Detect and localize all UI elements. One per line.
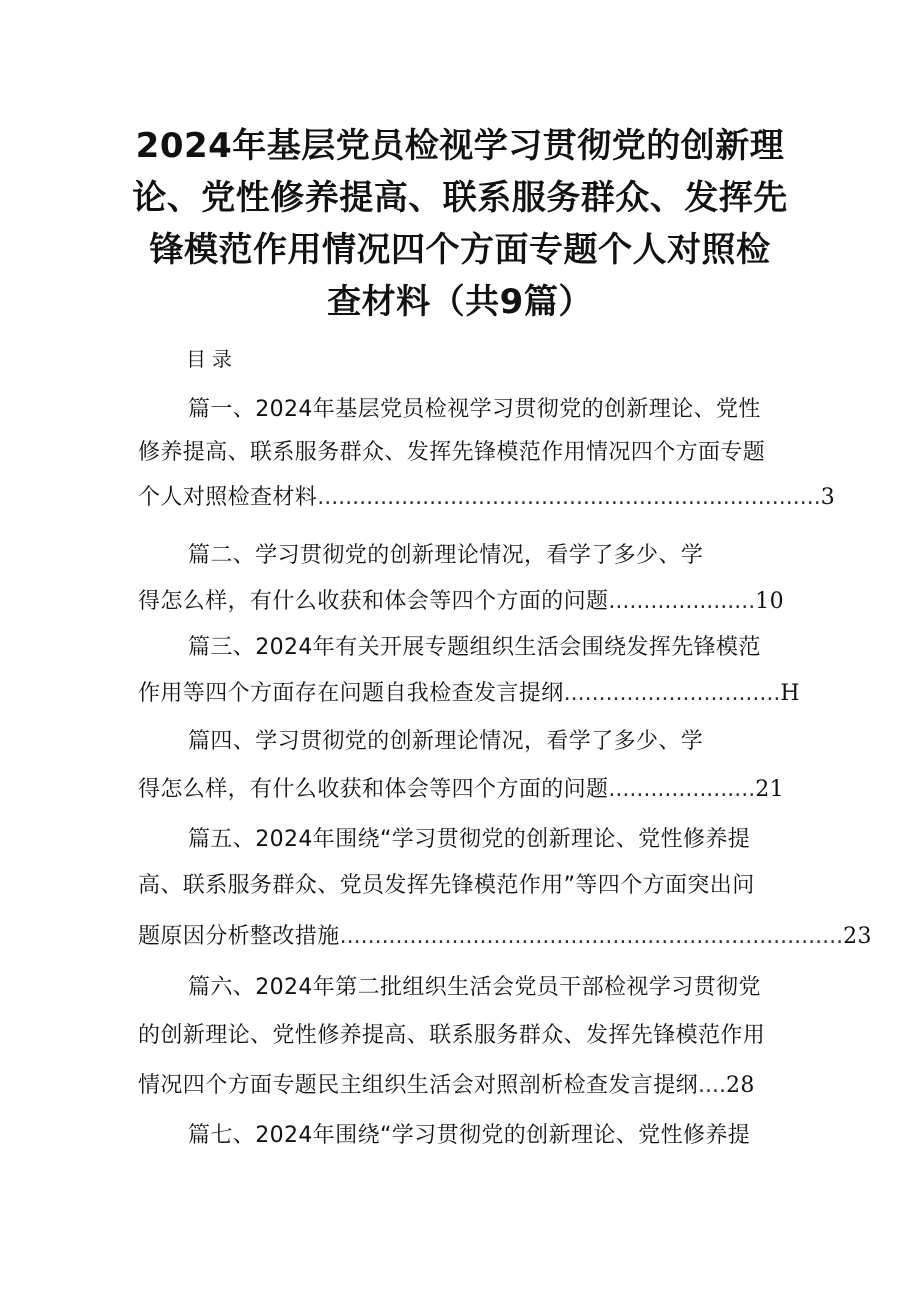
dot-leader: ..................... bbox=[608, 589, 756, 614]
toc-entry-line: 得怎么样，有什么收获和体会等四个方面的问题 bbox=[138, 589, 609, 614]
toc-entry-last-line bbox=[138, 480, 835, 516]
toc-entry-line: 修养提高、联系服务群众、发挥先锋模范作用情况四个方面专题 bbox=[138, 440, 766, 465]
title-line: 锋模范作用情况四个方面专题个人对照检 bbox=[149, 230, 771, 270]
toc-entry-line: 个人对照检查材料 bbox=[138, 485, 318, 510]
toc-entry-line: 篇六、2024年第二批组织生活会党员干部检视学习贯彻党 bbox=[188, 975, 761, 1000]
page-number: 10 bbox=[755, 589, 785, 614]
document-title bbox=[120, 120, 800, 328]
title-line: 2024年基层党员检视学习贯彻党的创新理 bbox=[135, 126, 785, 166]
title-line: 查材料（共9篇） bbox=[327, 282, 593, 322]
toc-entry-line: 篇五、2024年围绕“学习贯彻党的创新理论、党性修养提 bbox=[188, 827, 751, 852]
toc-entry-last-line bbox=[138, 919, 872, 955]
toc-entry-last-line bbox=[138, 676, 800, 712]
dot-leader: .... bbox=[698, 1073, 726, 1098]
toc-entry-line: 的创新理论、党性修养提高、联系服务群众、发挥先锋模范作用 bbox=[138, 1023, 766, 1048]
toc-entry-line: 得怎么样，有什么收获和体会等四个方面的问题 bbox=[138, 777, 609, 802]
toc-entry-last-line bbox=[138, 772, 784, 808]
page-number: 23 bbox=[843, 924, 872, 949]
toc-entry-line: 题原因分析整改措施 bbox=[138, 924, 340, 949]
dot-leader: ............................... bbox=[563, 681, 781, 706]
page-number: 21 bbox=[755, 777, 785, 802]
toc-entry-line: 篇七、2024年围绕“学习贯彻党的创新理论、党性修养提 bbox=[188, 1123, 751, 1148]
toc-entry-line: 情况四个方面专题民主组织生活会对照剖析检查发言提纲 bbox=[138, 1073, 699, 1098]
toc-entry-line: 篇二、学习贯彻党的创新理论情况，看学了多少、学 bbox=[188, 543, 704, 568]
toc-entry-last-line bbox=[138, 584, 784, 620]
dot-leader: ........................................................................ bbox=[317, 485, 821, 510]
page-number: 28 bbox=[726, 1073, 755, 1098]
toc-entry-line: 篇三、2024年有关开展专题组织生活会围绕发挥先锋模范 bbox=[188, 635, 761, 660]
page-number: H bbox=[780, 681, 800, 706]
toc-entry-line: 作用等四个方面存在问题自我检查发言提纲 bbox=[138, 681, 564, 706]
toc-entry-line: 篇四、学习贯彻党的创新理论情况，看学了多少、学 bbox=[188, 729, 704, 754]
dot-leader: ..................... bbox=[608, 777, 756, 802]
title-line: 论、党性修养提高、联系服务群众、发挥先 bbox=[132, 178, 788, 218]
toc-entry-last-line bbox=[138, 1068, 755, 1104]
toc-entry-line: 篇一、2024年基层党员检视学习贯彻党的创新理论、党性 bbox=[188, 397, 761, 422]
toc-entry-line: 高、联系服务群众、党员发挥先锋模范作用”等四个方面突出问 bbox=[138, 873, 755, 898]
dot-leader: ........................................................................ bbox=[339, 924, 844, 949]
toc-heading: 目录 bbox=[186, 347, 238, 371]
page-number: 3 bbox=[820, 485, 836, 510]
